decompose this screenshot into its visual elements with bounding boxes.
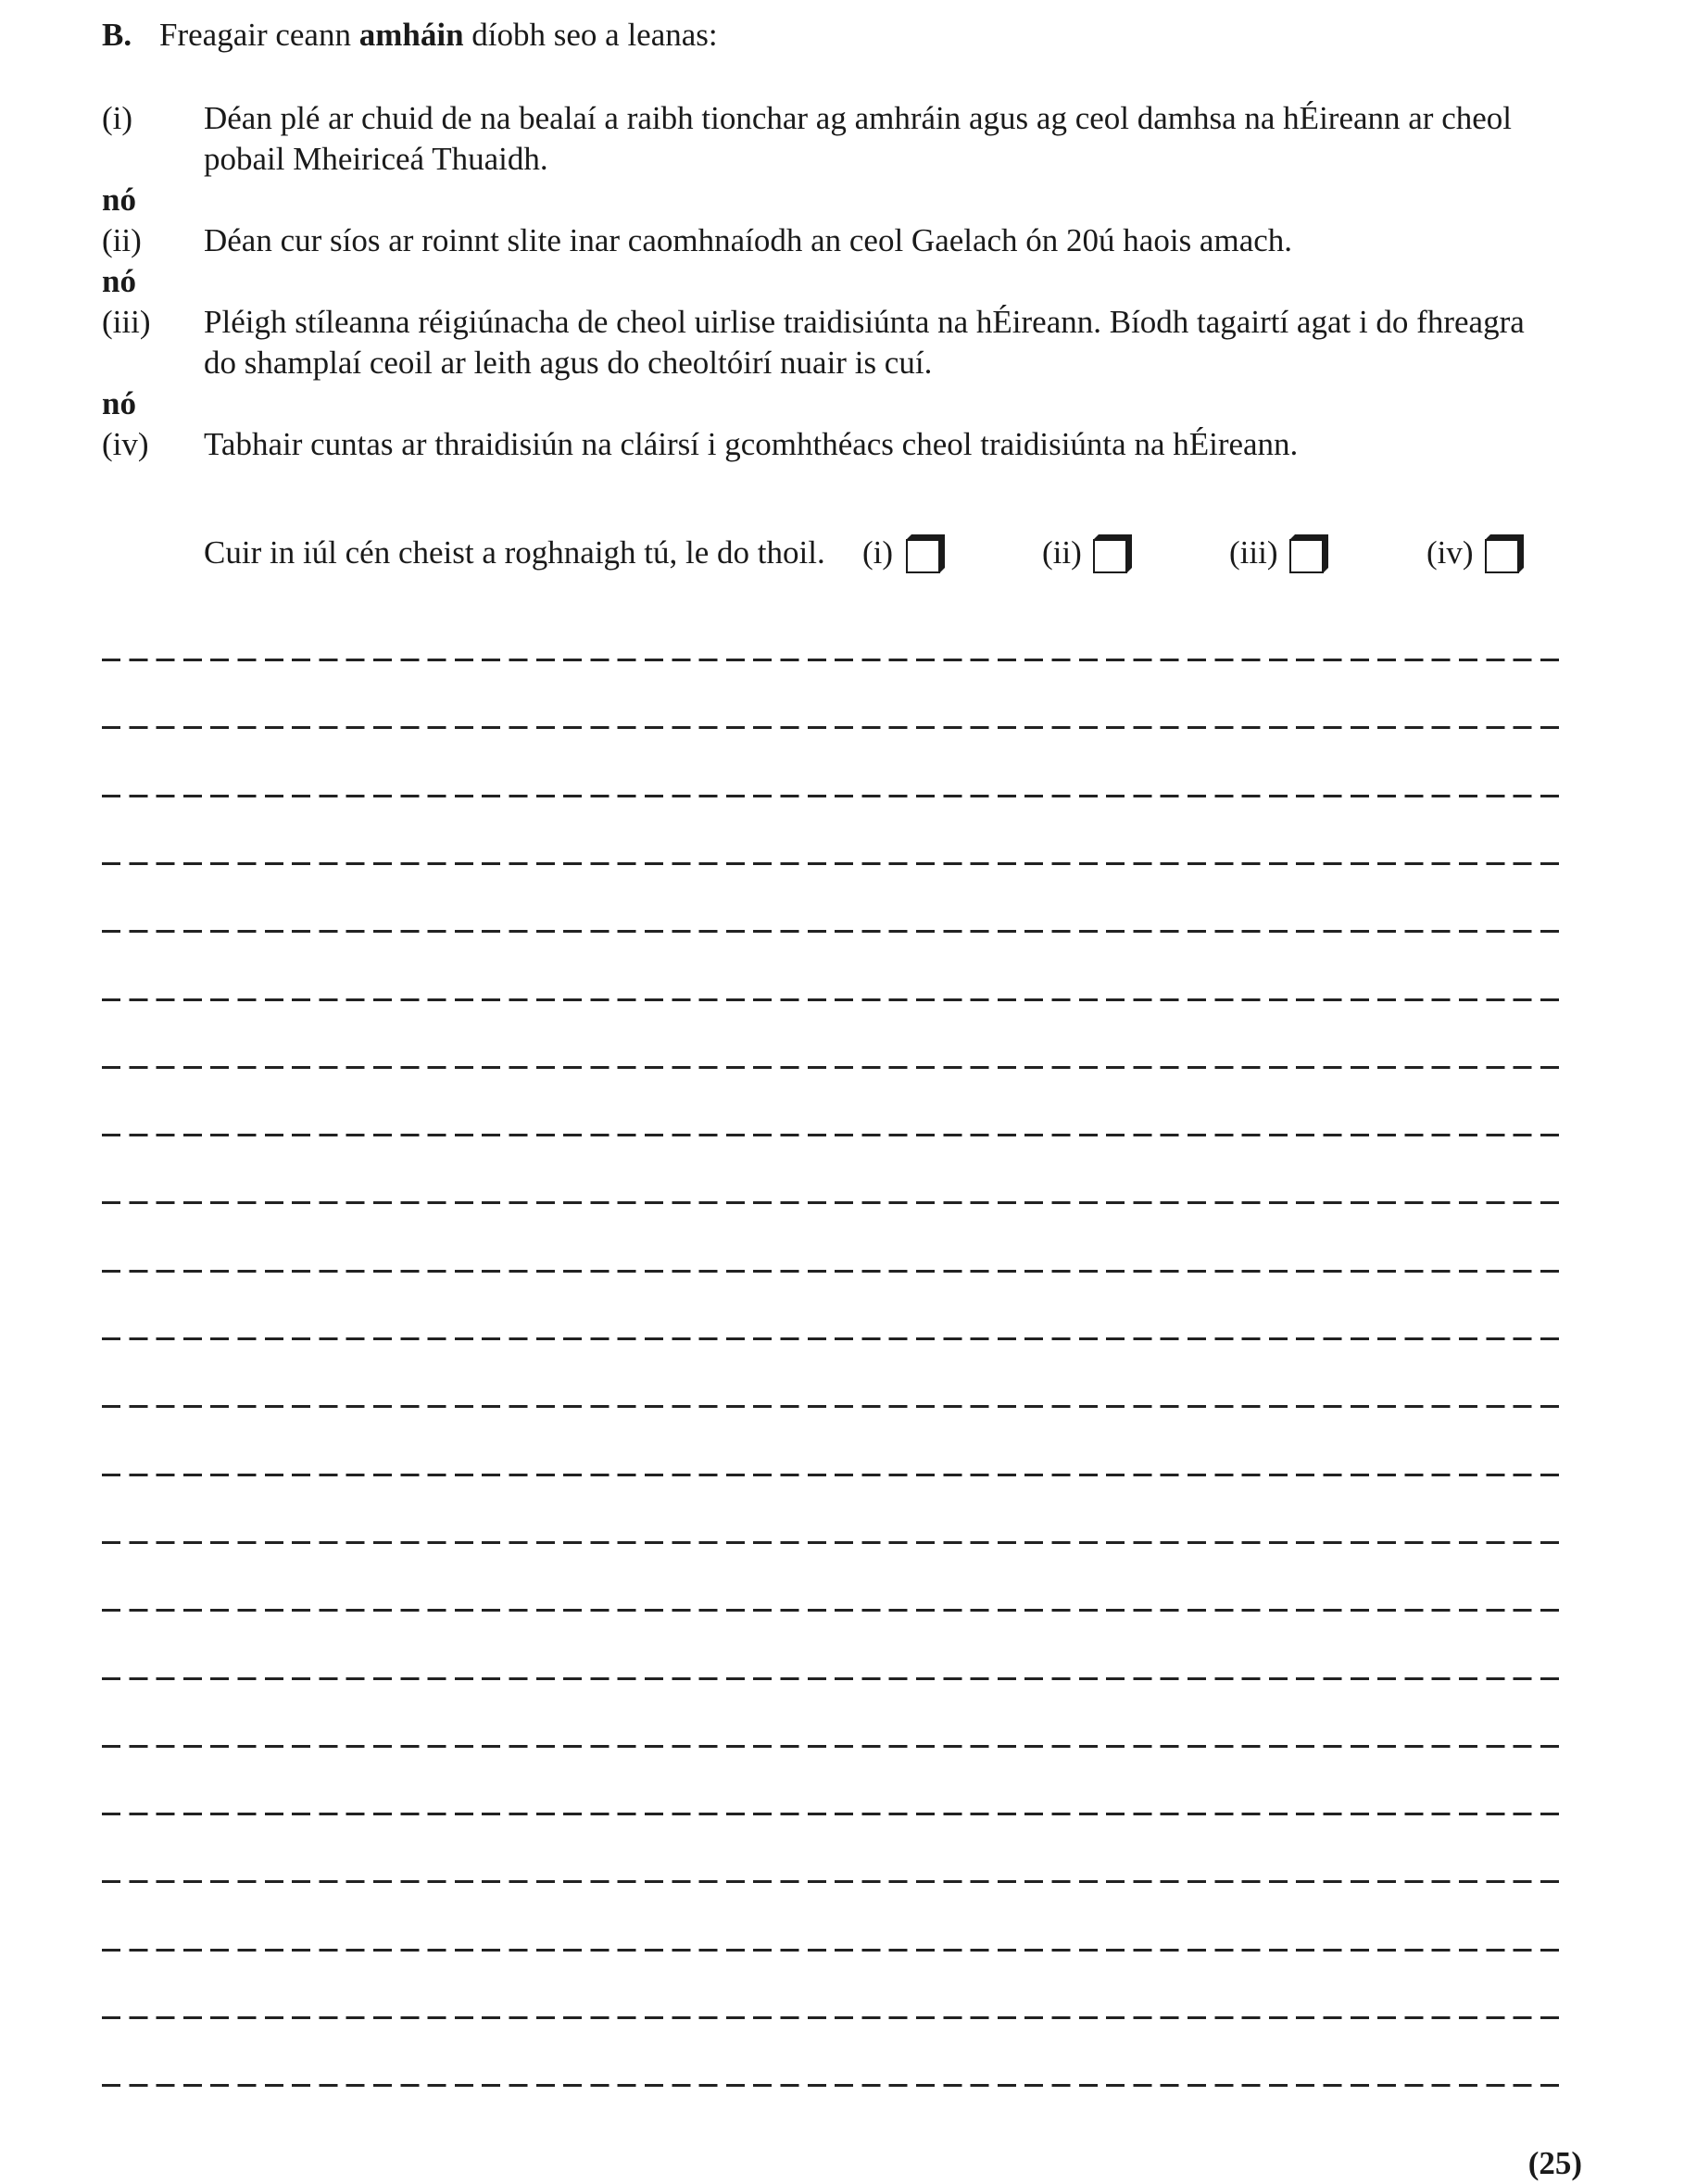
question-number-iii: (iii) (102, 304, 151, 340)
answer-line[interactable] (102, 1201, 1565, 1204)
option-label-iii: (iii) (1229, 534, 1278, 571)
answer-line[interactable] (102, 1949, 1565, 1952)
checkbox-box-icon (1093, 534, 1132, 573)
checkbox-option-iv[interactable] (1485, 534, 1524, 573)
answer-line[interactable] (102, 1609, 1565, 1612)
answer-line[interactable] (102, 1134, 1565, 1136)
question-number-iv: (iv) (102, 426, 149, 462)
question-number-i: (i) (102, 100, 133, 136)
answer-line[interactable] (102, 1337, 1565, 1340)
answer-line[interactable] (102, 1541, 1565, 1544)
answer-line[interactable] (102, 659, 1565, 661)
marks-label: (25) (1527, 2145, 1582, 2181)
heading-text-before: Freagair ceann (159, 17, 359, 53)
answer-line[interactable] (102, 1880, 1565, 1883)
answer-line[interactable] (102, 726, 1565, 729)
answer-line[interactable] (102, 862, 1565, 865)
question-number-ii: (ii) (102, 222, 142, 258)
heading-text-after: díobh seo a leanas: (463, 17, 718, 53)
answer-line[interactable] (102, 2084, 1565, 2087)
question-text-i: Déan plé ar chuid de na bealaí a raibh tionchar ag amhráin agus ag ceol damhsa na hÉireann ar cheol pobail Mheiriceá Thuaidh. (204, 100, 1512, 177)
checkbox-box-icon (1289, 534, 1328, 573)
or-label: nó (102, 182, 136, 218)
answer-line[interactable] (102, 1745, 1565, 1748)
answer-line[interactable] (102, 1270, 1565, 1273)
answer-line[interactable] (102, 1474, 1565, 1476)
checkbox-box-icon (1485, 534, 1524, 573)
answer-line[interactable] (102, 930, 1565, 933)
answer-line[interactable] (102, 2016, 1565, 2019)
question-text-iv: Tabhair cuntas ar thraidisiún na cláirsí i gcomhthéacs cheol traidisiúnta na hÉireann. (204, 426, 1299, 462)
checkbox-box-icon (906, 534, 945, 573)
checkbox-option-ii[interactable] (1093, 534, 1132, 573)
answer-line[interactable] (102, 1405, 1565, 1408)
question-text-ii: Déan cur síos ar roinnt slite inar caomhnaíodh an ceol Gaelach ón 20ú haois amach. (204, 222, 1293, 258)
option-label-iv: (iv) (1426, 534, 1474, 571)
or-label: nó (102, 385, 136, 421)
option-label-i: (i) (862, 534, 894, 571)
answer-line[interactable] (102, 1813, 1565, 1815)
checkbox-option-iii[interactable] (1289, 534, 1328, 573)
or-label: nó (102, 263, 136, 299)
answer-line[interactable] (102, 1677, 1565, 1680)
answer-line[interactable] (102, 1066, 1565, 1069)
question-selection-row (204, 533, 1593, 573)
option-label-ii: (ii) (1042, 534, 1082, 571)
answer-line[interactable] (102, 795, 1565, 797)
section-label: B. (102, 17, 132, 53)
question-text-iii: Pléigh stíleanna réigiúnacha de cheol uirlise traidisiúnta na hÉireann. Bíodh tagairtí agat i do fhreagra do shamplaí ceoil ar leith agus do cheoltóirí nuair is cuí. (204, 304, 1525, 381)
section-heading (102, 15, 718, 56)
answer-line[interactable] (102, 998, 1565, 1001)
heading-text-emphasis: amháin (358, 17, 464, 53)
checkbox-option-i[interactable] (906, 534, 945, 573)
selection-prompt: Cuir in iúl cén cheist a roghnaigh tú, le do thoil. (204, 534, 825, 571)
